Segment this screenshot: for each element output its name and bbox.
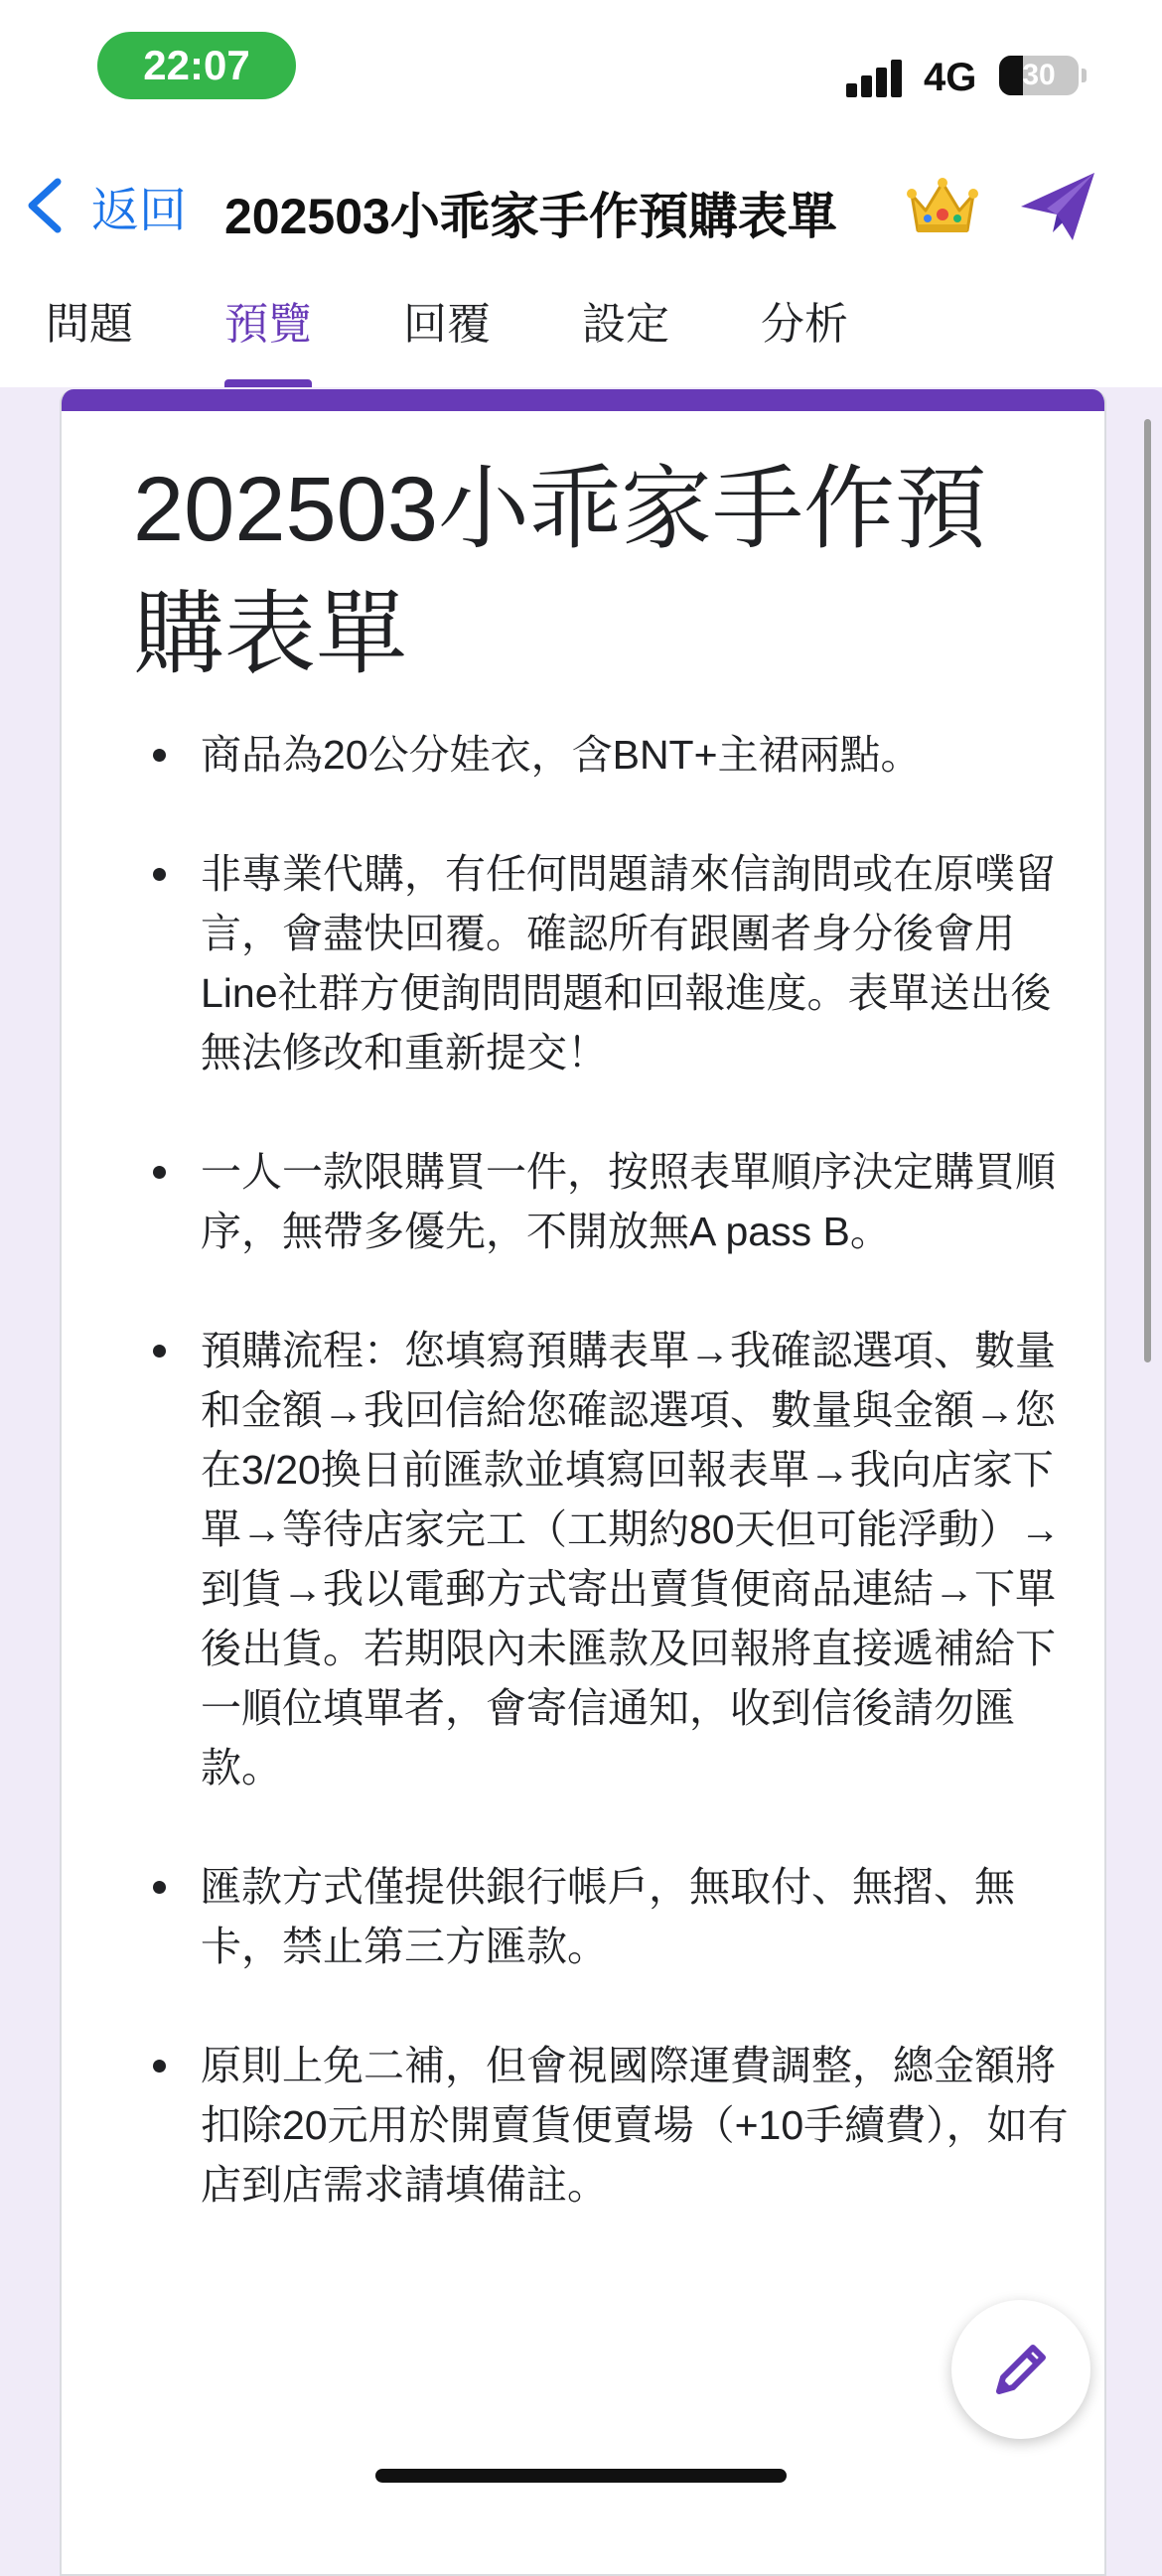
signal-bar [861,75,872,97]
tab-settings[interactable] [582,288,669,387]
network-type: 4G [924,56,977,99]
status-time: 22:07 [97,32,296,99]
card-accent-bar [62,389,1104,411]
pencil-icon [989,2338,1053,2401]
tab-label: 預覽 [224,300,312,349]
tab-label: 分析 [761,300,848,349]
active-tab-indicator [224,379,312,387]
description-item: 原則上免二補，但會視國際運費調整，總金額將扣除20元用於開賣貨便賣場（+10手續費），如有店到店需求請填備註。 [201,2036,1075,2215]
send-icon[interactable] [1017,169,1098,244]
form-title: 202503小乖家手作預購表單 [133,459,986,685]
form-header-card [60,389,1106,2576]
tab-label: 設定 [582,300,669,349]
tab-questions[interactable] [46,288,133,387]
tab-analytics[interactable] [761,288,848,387]
description-item: 匯款方式僅提供銀行帳戶，無取付、無摺、無卡，禁止第三方匯款。 [201,1857,1075,1976]
description-item: 一人一款限購買一件，按照表單順序決定購買順序，無帶多優先，不開放無A pass B。 [201,1142,1075,1261]
home-indicator [375,2469,787,2483]
form-description [201,725,1075,2274]
signal-bar [876,68,887,97]
header-title: 202503小乖家手作預購表單 [224,189,837,244]
tab-responses[interactable] [403,288,491,387]
tab-label: 問題 [46,300,133,349]
cellular-signal-icon [846,58,906,97]
back-button[interactable] [22,171,187,240]
crown-icon[interactable] [906,177,979,238]
description-item: 商品為20公分娃衣，含BNT+主裙兩點。 [201,725,1075,785]
scrollbar[interactable] [1144,419,1151,1362]
chevron-left-icon [22,176,68,235]
battery-icon [999,56,1079,95]
tab-label: 回覆 [403,300,491,349]
edit-fab-button[interactable] [951,2300,1090,2439]
battery-percent: 30 [1022,59,1056,91]
back-label: 返回 [91,184,188,237]
description-item: 非專業代購，有任何問題請來信詢問或在原噗留言，會盡快回覆。確認所有跟團者身分後會用Line社群方便詢問問題和回報進度。表單送出後無法修改和重新提交！ [201,844,1075,1082]
app-header [0,139,1162,387]
battery-cap [1082,69,1087,82]
description-item: 預購流程：您填寫預購表單→我確認選項、數量和金額→我回信給您確認選項、數量與金額→您在3/20換日前匯款並填寫回報表單→我向店家下單→等待店家完工（工期約80天但可能浮動）→到貨→我以電郵方式寄出賣貨便商品連結→下單後出貨。若期限內未匯款及回報將直接遞補給下一順位填單者，會寄信通知，收到信後請勿匯款。 [201,1321,1075,1797]
tab-preview[interactable] [224,288,312,387]
signal-bar [891,60,902,97]
signal-bar [846,83,857,97]
tab-bar [0,288,1162,387]
status-bar [0,0,1162,139]
